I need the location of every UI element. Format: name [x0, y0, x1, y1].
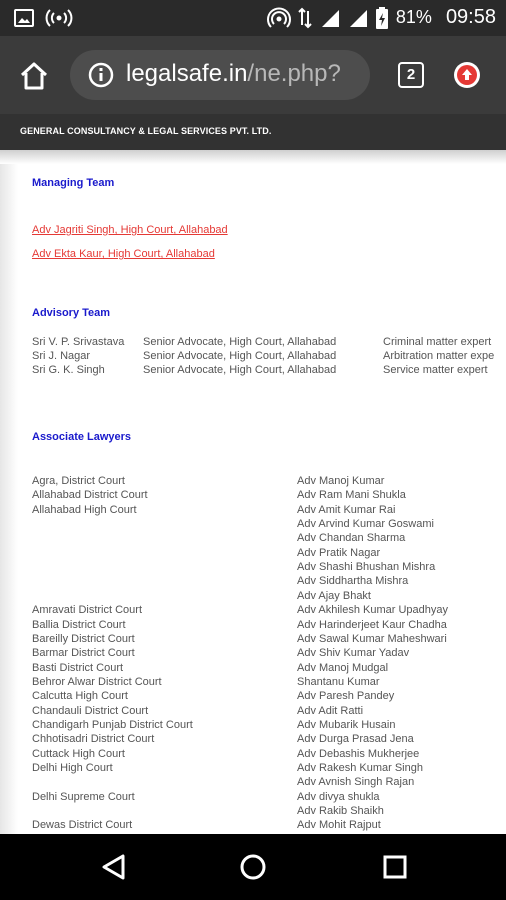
advisory-name: Sri J. Nagar — [32, 350, 91, 362]
court-name: Calcutta High Court — [32, 690, 128, 703]
advisory-team-heading: Advisory Team — [32, 307, 111, 319]
advisory-title: Senior Advocate, High Court, Allahabad — [143, 364, 337, 376]
lawyer-name: Adv Shashi Bhushan Mishra — [297, 561, 436, 574]
signal-icon — [320, 8, 340, 28]
url-path: /ne.php? — [247, 60, 341, 87]
url-domain: legalsafe.in — [126, 60, 248, 87]
lawyer-name: Adv Siddhartha Mishra — [297, 575, 409, 588]
court-name: Allahabad High Court — [32, 503, 137, 516]
court-name: Bareilly District Court — [32, 632, 135, 645]
managing-member-link[interactable]: Adv Jagriti Singh, High Court, Allahabad — [32, 224, 228, 236]
lawyer-name: Adv Avnish Singh Rajan — [297, 776, 415, 789]
lawyer-name: Adv Shiv Kumar Yadav — [297, 647, 410, 660]
lawyer-name: Adv Adit Ratti — [297, 704, 364, 717]
lawyer-name: Adv Harinderjeet Kaur Chadha — [297, 618, 447, 631]
court-name: Basti District Court — [32, 661, 124, 674]
advisory-role: Criminal matter expert — [383, 336, 492, 348]
system-nav-bar — [0, 834, 506, 900]
lawyer-name: Adv divya shukla — [297, 790, 380, 803]
lawyer-name: Shantanu Kumar — [297, 675, 380, 688]
update-arrow-icon — [454, 62, 480, 88]
lawyer-name: Adv Paresh Pandey — [297, 690, 395, 703]
court-name: Delhi Supreme Court — [32, 790, 135, 803]
recents-icon[interactable] — [380, 852, 410, 882]
court-name: Allahabad District Court — [32, 489, 148, 502]
advisory-name: Sri G. K. Singh — [32, 364, 105, 376]
data-arrows-icon — [298, 7, 312, 29]
hotspot-icon — [268, 7, 290, 29]
lawyer-name: Adv Sawal Kumar Maheshwari — [297, 632, 447, 645]
page-content — [0, 164, 506, 834]
url-text[interactable] — [126, 60, 341, 88]
url-bar[interactable] — [70, 50, 370, 100]
lawyer-name: Adv Mohit Rajput — [297, 819, 381, 832]
advisory-role: Service matter expert — [383, 364, 488, 376]
divider — [0, 150, 506, 164]
court-name: Dewas District Court — [32, 819, 133, 832]
associate-lawyers-heading: Associate Lawyers — [32, 431, 132, 443]
lawyer-name: Adv Akhilesh Kumar Upadhyay — [297, 604, 449, 617]
home-nav-icon[interactable] — [238, 852, 268, 882]
advisory-title: Senior Advocate, High Court, Allahabad — [143, 350, 337, 362]
side-shade — [0, 164, 18, 834]
lawyer-name: Adv Ajay Bhakt — [297, 589, 371, 602]
court-name: Agra, District Court — [32, 475, 125, 487]
lawyer-name: Adv Rakib Shaikh — [297, 805, 384, 818]
advisory-role: Arbitration matter expe — [383, 350, 495, 362]
managing-team-heading: Managing Team — [32, 177, 115, 189]
clock: 09:58 — [445, 6, 496, 28]
advisory-title: Senior Advocate, High Court, Allahabad — [143, 336, 337, 348]
cast-icon — [46, 8, 72, 28]
lawyer-name: Adv Chandan Sharma — [297, 532, 406, 545]
court-name: Ballia District Court — [32, 618, 126, 631]
lawyer-name: Adv Manoj Kumar — [297, 475, 385, 487]
lawyer-name: Adv Rakesh Kumar Singh — [297, 762, 423, 774]
managing-member-link[interactable]: Adv Ekta Kaur, High Court, Allahabad — [32, 248, 215, 260]
battery-percent: 81% — [395, 7, 432, 27]
status-bar — [0, 0, 506, 36]
advisory-name: Sri V. P. Srivastava — [32, 336, 125, 348]
home-icon[interactable] — [16, 58, 52, 94]
lawyer-name: Adv Amit Kumar Rai — [297, 503, 396, 516]
signal-icon — [348, 8, 368, 28]
court-name: Chandigarh Punjab District Court — [32, 718, 193, 731]
court-name: Chhotisadri District Court — [32, 733, 155, 746]
browser-toolbar — [0, 36, 506, 114]
lawyer-name: Adv Pratik Nagar — [297, 546, 381, 559]
court-name: Cuttack High Court — [32, 747, 125, 760]
tab-switcher-button[interactable]: 2 — [398, 62, 424, 88]
info-icon[interactable] — [88, 62, 114, 88]
lawyer-name: Adv Debashis Mukherjee — [297, 747, 420, 760]
court-name: Delhi High Court — [32, 762, 113, 774]
lawyer-name: Adv Manoj Mudgal — [297, 661, 389, 674]
lawyer-name: Adv Arvind Kumar Goswami — [297, 518, 434, 531]
court-name: Behror Alwar District Court — [32, 675, 162, 688]
company-name: GENERAL CONSULTANCY & LEGAL SERVICES PVT. LTD. — [20, 126, 272, 136]
court-name: Chandauli District Court — [32, 704, 149, 717]
lawyer-name: Adv Mubarik Husain — [297, 718, 396, 731]
lawyer-name: Adv Durga Prasad Jena — [297, 733, 414, 746]
battery-icon — [376, 7, 388, 29]
court-name: Amravati District Court — [32, 604, 143, 617]
back-icon[interactable] — [99, 852, 129, 882]
image-icon — [14, 9, 34, 27]
court-name: Barmar District Court — [32, 647, 135, 660]
lawyer-name: Adv Ram Mani Shukla — [297, 489, 406, 502]
site-header — [0, 114, 506, 150]
